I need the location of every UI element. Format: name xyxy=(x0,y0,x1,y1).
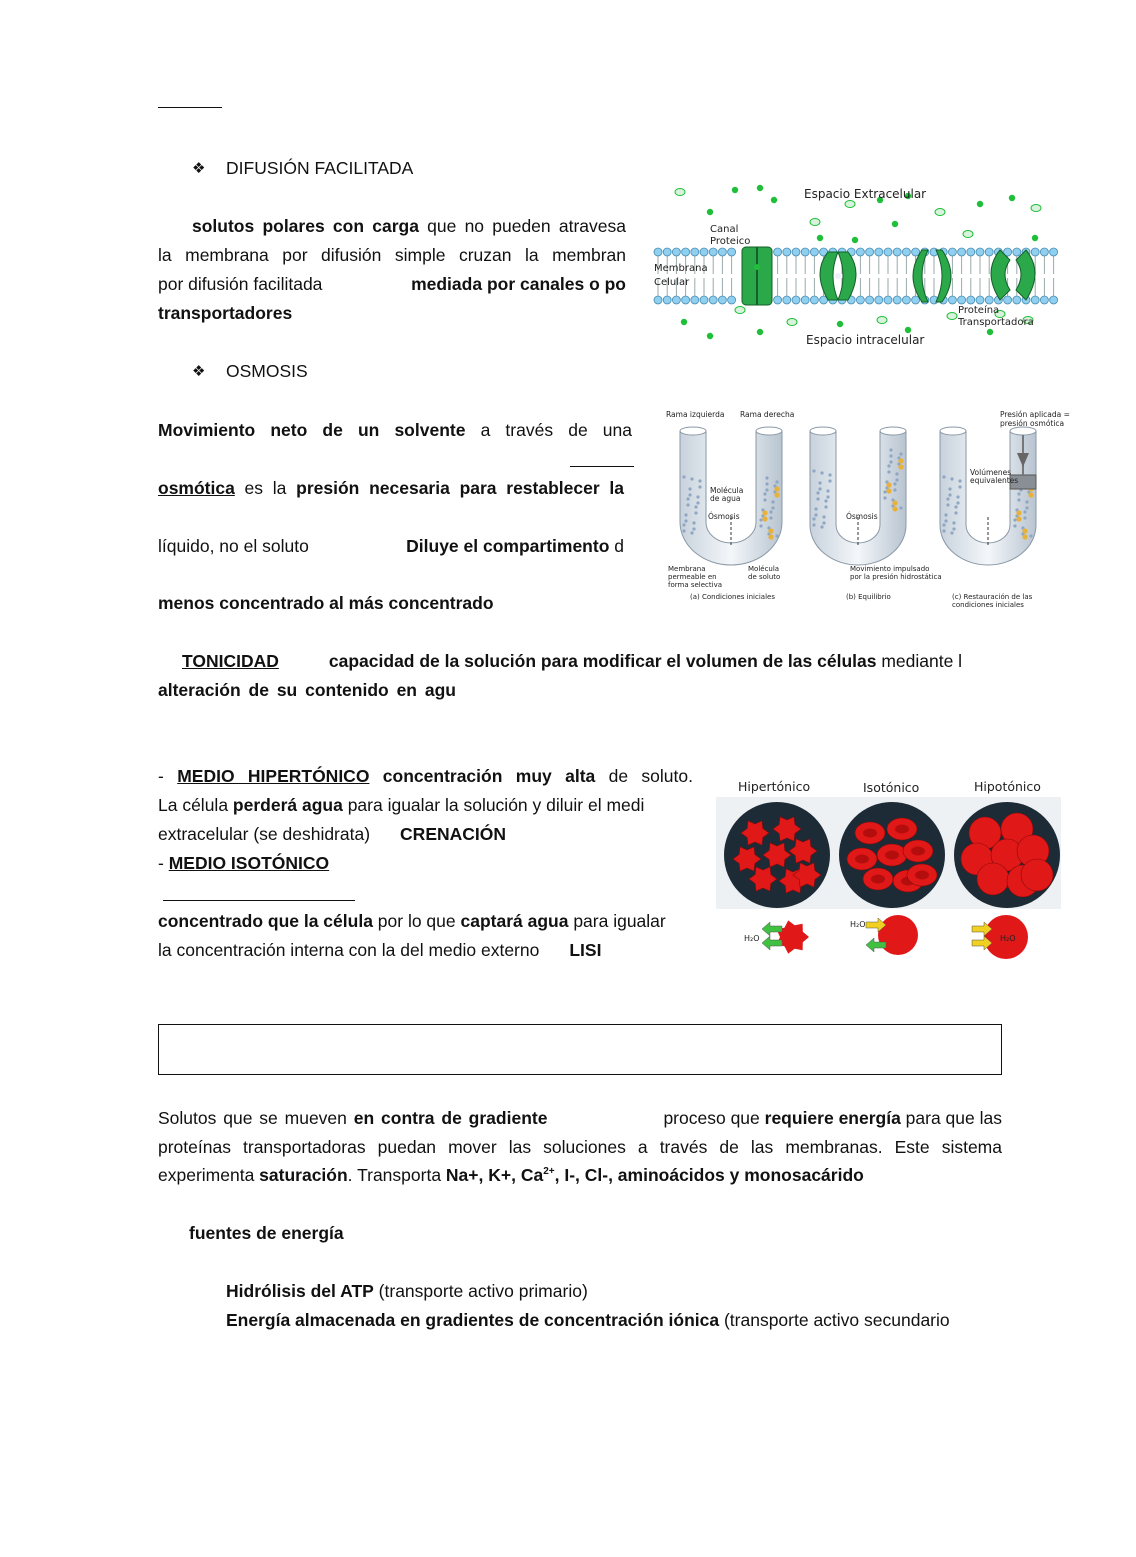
bullet-icon: ❖ xyxy=(192,363,206,380)
movement-label-1: Movimiento impulsado xyxy=(850,565,930,573)
extracellular-label: Espacio Extracelular xyxy=(804,187,927,201)
facilitated-bold-1: solutos polares con carga xyxy=(192,216,419,236)
energy-source-2: Energía almacenada en gradientes de concentración iónica (transporte activo secundario xyxy=(226,1310,950,1330)
osmosis-label-b: Ósmosis xyxy=(846,512,878,521)
tonicity-cells-figure xyxy=(714,775,1064,960)
facilitated-paragraph xyxy=(158,212,626,328)
facilitated-text-3: por difusión facilitada xyxy=(158,274,323,294)
energy-source-1: Hidrólisis del ATP (transporte activo primario) xyxy=(226,1281,588,1301)
membrane-transport-figure xyxy=(650,182,1060,352)
membrane-permeable-label-3: forma selectiva xyxy=(668,581,723,589)
tonicity-line-1: TONICIDAD capacidad de la solución para modificar el volumen de las células mediante l xyxy=(182,651,963,671)
osmosis-line-4: menos concentrado al más concentrado xyxy=(158,593,494,613)
osmosis-line-3: líquido, no el soluto Diluye el compartimento d xyxy=(158,536,624,556)
hypo-line-1: concentrado que la célula por lo que captará agua para igualar xyxy=(158,911,666,931)
membrane-label-1: Membrana xyxy=(654,263,708,274)
hypotonic-caption: Hipotónico xyxy=(974,779,1041,794)
right-branch-label: Rama derecha xyxy=(740,410,795,419)
hypertonic-label: MEDIO HIPERTÓNICO xyxy=(177,766,370,786)
tonicity-label: TONICIDAD xyxy=(182,651,279,671)
isotonic-caption: Isotónico xyxy=(863,780,920,795)
hyper-line-2: La célula perderá agua para igualar la solución y diluir el medi xyxy=(158,795,645,815)
caption-c-1: (c) Restauración de las xyxy=(952,593,1033,601)
water-label-1: Molécula xyxy=(710,486,744,495)
section-title-box xyxy=(158,1024,1002,1075)
caption-c-2: condiciones iniciales xyxy=(952,601,1024,609)
active-line-2: proteínas transportadoras puedan mover las soluciones a través de las membranas. Este sistema xyxy=(158,1137,1002,1157)
carrier-protein-3 xyxy=(991,250,1035,300)
solute-label-2: de soluto xyxy=(748,573,781,581)
hyper-line-3: extracelular (se deshidrata) CRENACIÓN xyxy=(158,824,507,844)
membrane-permeable-label-2: permeable en xyxy=(668,573,717,581)
facilitated-bold-4: transportadores xyxy=(158,303,293,323)
facilitated-text-1: que no pueden atravesa xyxy=(418,216,626,236)
channel-label-2: Proteico xyxy=(710,236,751,247)
osmosis-u-tube-figure xyxy=(660,405,1070,610)
svg-text:H₂O: H₂O xyxy=(850,920,866,929)
caption-a: (a) Condiciones iniciales xyxy=(690,593,775,601)
carrier-label-1: Proteína xyxy=(958,305,1000,316)
osmosis-rule xyxy=(570,466,634,467)
carrier-protein-2 xyxy=(913,250,951,302)
facilitated-text-2: la membrana por difusión simple cruzan la membran xyxy=(158,245,626,265)
facilitated-bold-3: mediada por canales o po xyxy=(411,274,626,294)
osmosis-heading: OSMOSIS xyxy=(226,361,308,381)
facilitated-heading: DIFUSIÓN FACILITADA xyxy=(226,158,414,178)
caption-b: (b) Equilibrio xyxy=(846,593,891,601)
solute-label-1: Molécula xyxy=(748,565,780,573)
carrier-label-2: Transportadora xyxy=(958,317,1034,328)
membrane-label-2: Celular xyxy=(654,277,690,288)
intracellular-label: Espacio intracelular xyxy=(806,333,925,347)
svg-text:H₂O: H₂O xyxy=(744,934,760,943)
isotonic-label: MEDIO ISOTÓNICO xyxy=(168,853,330,873)
channel-label-1: Canal xyxy=(710,224,739,235)
active-line-1: Solutos que se mueven en contra de gradiente proceso que requiere energía para que las xyxy=(158,1108,1002,1128)
osmosis-line-2: osmótica es la presión necesaria para restablecer la xyxy=(158,478,624,498)
energy-sources-heading: fuentes de energía xyxy=(189,1223,344,1243)
tonicity-line-2: alteración de su contenido en agu xyxy=(158,680,456,700)
pressure-label-2: presión osmótica xyxy=(1000,419,1065,428)
volumes-label-2: equivalentes xyxy=(970,476,1019,485)
top-rule xyxy=(158,107,222,108)
osmosis-line-1: Movimiento neto de un solvente a través de una xyxy=(158,420,632,440)
active-line-3: experimenta saturación. Transporta Na+, K+, $Ca^{2+}$, I-, Cl-, aminoácidos y monosacárido xyxy=(158,1165,864,1185)
pressure-label-1: Presión aplicada = xyxy=(1000,410,1070,419)
osmosis-label-a: Ósmosis xyxy=(708,512,740,521)
volumes-label-1: Volúmenes xyxy=(970,468,1012,477)
svg-text:H₂O: H₂O xyxy=(1000,934,1016,943)
iso-line: - MEDIO ISOTÓNICO xyxy=(158,853,330,873)
iso-rule xyxy=(163,900,355,901)
bullet-icon: ❖ xyxy=(192,160,206,177)
hypo-line-2: la concentración interna con la del medio externo LISI xyxy=(158,940,602,960)
hyper-line-1: - MEDIO HIPERTÓNICO concentración muy alta de soluto. xyxy=(158,766,693,786)
membrane-permeable-label-1: Membrana xyxy=(668,565,706,573)
movement-label-2: por la presión hidrostática xyxy=(850,573,942,581)
water-label-2: de agua xyxy=(710,494,741,503)
hypertonic-caption: Hipertónico xyxy=(738,779,811,794)
left-branch-label: Rama izquierda xyxy=(666,410,725,419)
